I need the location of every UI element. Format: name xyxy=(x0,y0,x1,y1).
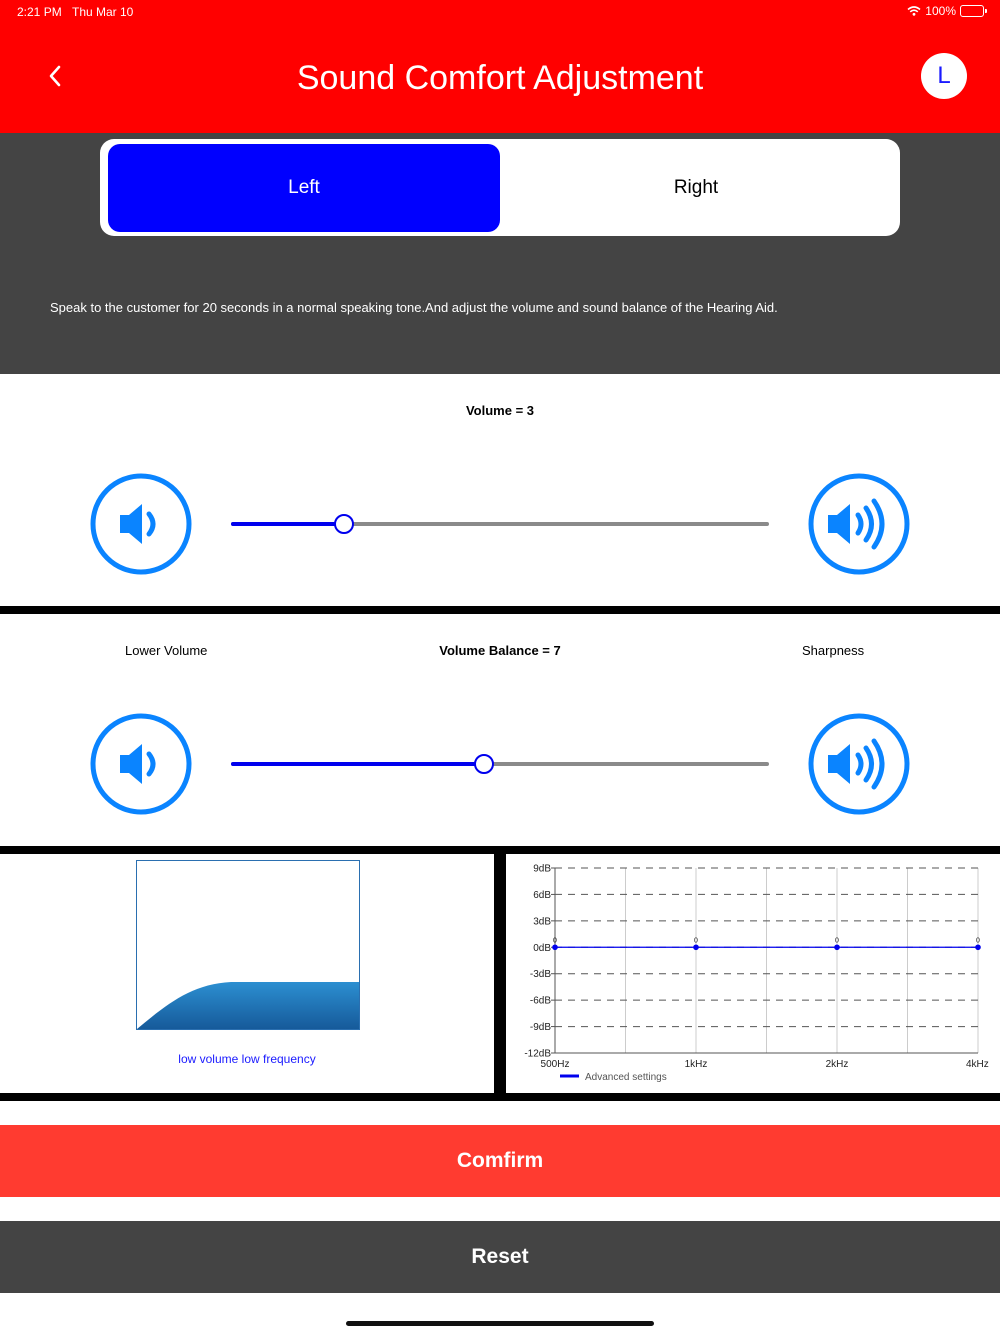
y-tick-label: -3dB xyxy=(529,969,551,981)
x-tick-label: 4kHz xyxy=(966,1059,989,1070)
battery-icon xyxy=(960,5,984,17)
home-indicator xyxy=(346,1321,654,1326)
y-tick-label: 0dB xyxy=(533,942,551,954)
speaker-low-icon[interactable] xyxy=(90,713,192,815)
balance-panel xyxy=(0,614,1000,846)
y-tick-label: -9dB xyxy=(529,1022,551,1034)
avatar[interactable]: L xyxy=(921,53,967,99)
data-point xyxy=(693,944,699,950)
instruction-text: Speak to the customer for 20 seconds in a normal speaking tone.And adjust the volume and sound balance of the Hearing Aid. xyxy=(50,300,778,315)
balance-slider-thumb[interactable] xyxy=(474,754,494,774)
balance-slider[interactable] xyxy=(231,753,769,775)
sharpness-label: Sharpness xyxy=(802,643,865,658)
speaker-high-icon[interactable] xyxy=(808,473,910,575)
y-tick-label: -12dB xyxy=(524,1048,551,1060)
data-point xyxy=(552,944,558,950)
frequency-curve xyxy=(136,860,360,1030)
x-tick-label: 2kHz xyxy=(825,1059,849,1070)
app-header xyxy=(0,0,1000,133)
volume-panel xyxy=(0,374,1000,606)
charts-region xyxy=(0,846,1000,1101)
data-point xyxy=(975,944,981,950)
page-title: Sound Comfort Adjustment xyxy=(296,59,704,97)
eq-chart xyxy=(506,854,1000,1093)
setup-section xyxy=(0,133,1000,374)
y-tick-label: 3dB xyxy=(533,916,551,928)
x-tick-label: 500Hz xyxy=(540,1059,570,1070)
tab-right[interactable]: Right xyxy=(673,177,719,198)
data-label: 0 xyxy=(976,937,980,945)
eq-chart-svg xyxy=(506,854,1000,1093)
data-label: 0 xyxy=(694,937,698,945)
reset-button[interactable]: Reset xyxy=(0,1221,1000,1293)
volume-label: Volume = 3 xyxy=(465,403,535,418)
status-date: Thu Mar 10 xyxy=(72,5,134,19)
speaker-low-icon[interactable] xyxy=(90,473,192,575)
y-tick-label: 6dB xyxy=(533,889,551,901)
data-label: 0 xyxy=(553,937,557,945)
volume-slider[interactable] xyxy=(231,513,769,535)
lower-volume-label: Lower Volume xyxy=(125,643,208,658)
data-label: 0 xyxy=(835,937,839,945)
y-tick-label: 9dB xyxy=(533,863,551,875)
battery-percent: 100% xyxy=(925,4,956,18)
status-bar xyxy=(0,0,1000,24)
status-time: 2:21 PM xyxy=(17,5,62,19)
data-point xyxy=(834,944,840,950)
y-tick-label: -6dB xyxy=(529,995,551,1007)
panel-divider xyxy=(0,606,1000,614)
speaker-high-icon[interactable] xyxy=(808,713,910,815)
status-right xyxy=(907,4,984,18)
balance-label: Volume Balance = 7 xyxy=(439,643,561,658)
legend-label: Advanced settings xyxy=(585,1072,667,1083)
curve-caption: low volume low frequency xyxy=(178,1052,316,1066)
x-tick-label: 1kHz xyxy=(684,1059,708,1070)
confirm-button[interactable]: Comfirm xyxy=(0,1125,1000,1197)
tab-left[interactable]: Left xyxy=(108,144,500,232)
side-selector xyxy=(100,139,900,236)
volume-slider-thumb[interactable] xyxy=(334,514,354,534)
wifi-icon xyxy=(907,6,921,16)
curve-panel xyxy=(0,854,494,1093)
